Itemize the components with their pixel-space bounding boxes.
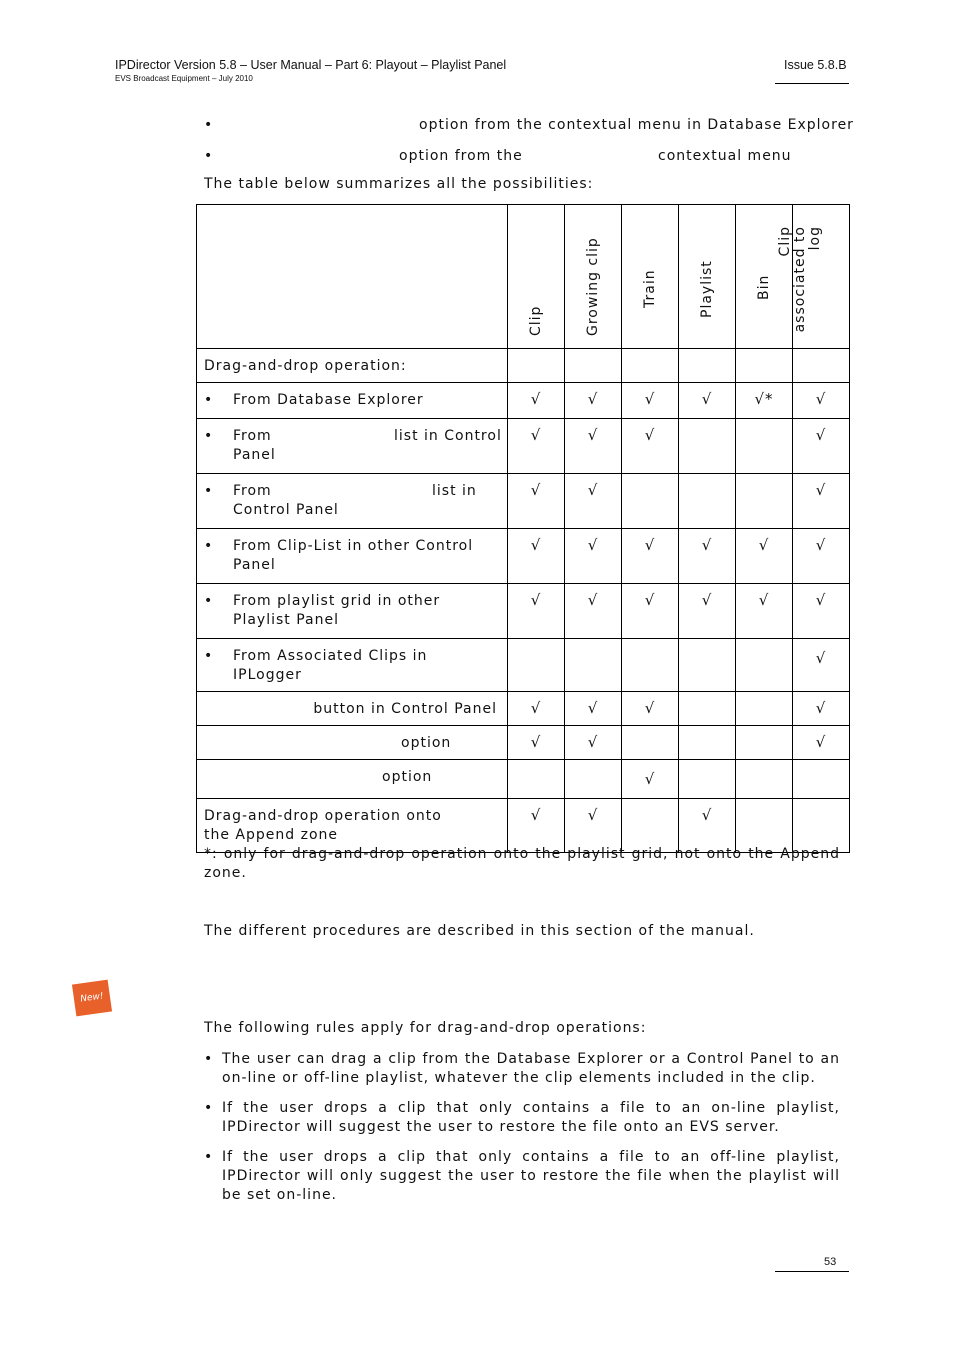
cell	[679, 692, 736, 726]
cell: √	[793, 474, 850, 529]
header-issue: Issue 5.8.B	[784, 58, 847, 72]
bullet-dot: •	[204, 593, 214, 609]
header-subtitle: EVS Broadcast Equipment – July 2010	[115, 74, 253, 83]
cell	[622, 474, 679, 529]
cell: √	[679, 383, 736, 419]
bullet-dot: •	[204, 428, 214, 444]
bullet-dot: •	[204, 648, 214, 664]
table-row	[197, 584, 850, 639]
cell: √	[565, 383, 622, 419]
row-label	[233, 482, 501, 520]
bullet-dot: •	[204, 392, 214, 408]
rule-text: If the user drops a clip that only contains a file to an off-line playlist, IPDirector will only suggest the user to restore the file when the playlist will be set on-line.	[222, 1149, 840, 1203]
row-label: option	[197, 726, 508, 760]
cell: √	[508, 692, 565, 726]
row-label: From Associated Clips in IPLogger	[233, 648, 428, 683]
cell: √	[508, 584, 565, 639]
intro-bullet-2-text-a: option from the	[399, 148, 523, 164]
row-label: From Clip-List in other Control Panel	[233, 538, 474, 573]
col-header-clip: Clip	[508, 205, 565, 349]
row-label-a: From	[233, 428, 272, 444]
cell: √	[508, 419, 565, 474]
page-number: 53	[824, 1256, 837, 1268]
cell: √	[508, 383, 565, 419]
cell	[508, 349, 565, 383]
cell	[622, 639, 679, 692]
bullet-dot: •	[204, 538, 214, 554]
table-corner-cell	[197, 205, 508, 349]
cell	[679, 639, 736, 692]
col-header-clip-associated-to-log: Clip associated to log	[793, 205, 850, 349]
cell: √	[565, 474, 622, 529]
cell	[622, 726, 679, 760]
row-label-b-line2: Panel	[233, 447, 276, 463]
cell: √	[565, 419, 622, 474]
cell	[736, 692, 793, 726]
table-row	[197, 383, 850, 419]
table-row	[197, 529, 850, 584]
cell: √	[565, 529, 622, 584]
row-label	[233, 427, 501, 465]
new-badge-icon: New!	[72, 980, 112, 1017]
intro-bullet-1-dot: •	[204, 117, 214, 133]
col-header-bin: Bin	[736, 205, 793, 349]
table-row	[197, 639, 850, 692]
cell	[508, 639, 565, 692]
possibilities-table	[196, 204, 850, 853]
cell: √	[793, 383, 850, 419]
cell	[679, 474, 736, 529]
row-label: button in Control Panel	[197, 692, 508, 726]
cell	[736, 639, 793, 692]
cell	[736, 419, 793, 474]
cell: √*	[736, 383, 793, 419]
bullet-dot: •	[204, 1149, 214, 1165]
cell	[565, 760, 622, 799]
cell: √	[793, 692, 850, 726]
row-label-a: From	[233, 483, 272, 499]
cell	[736, 474, 793, 529]
cell	[736, 349, 793, 383]
table-row	[197, 692, 850, 726]
cell: √	[508, 726, 565, 760]
intro-bullet-1-text: option from the contextual menu in Database Explorer	[419, 117, 854, 133]
intro-bullet-2-dot: •	[204, 148, 214, 164]
cell: √	[508, 799, 565, 853]
col-header-growing-clip: Growing clip	[565, 205, 622, 349]
row-label: Drag-and-drop operation:	[197, 349, 508, 383]
cell	[679, 760, 736, 799]
cell: √	[565, 692, 622, 726]
cell: √	[622, 383, 679, 419]
cell: √	[508, 529, 565, 584]
header-divider	[775, 83, 849, 84]
list-item	[204, 1148, 840, 1205]
cell: √	[622, 692, 679, 726]
cell: √	[793, 726, 850, 760]
cell: √	[793, 419, 850, 474]
col-header-train: Train	[622, 205, 679, 349]
cell: √	[622, 529, 679, 584]
cell: √	[679, 584, 736, 639]
cell: √	[679, 799, 736, 853]
row-label-b-line2: Control Panel	[233, 502, 339, 518]
table-row	[197, 349, 850, 383]
cell: √	[622, 419, 679, 474]
rule-text: The user can drag a clip from the Database Explorer or a Control Panel to an on-line or off-line playlist, whatever the clip elements included in the clip.	[222, 1051, 840, 1086]
table-footnote: *: only for drag-and-drop operation onto the playlist grid, not onto the Append zone.	[204, 846, 840, 881]
cell	[679, 419, 736, 474]
table-row	[197, 726, 850, 760]
cell: √	[679, 529, 736, 584]
bullet-dot: •	[204, 1100, 214, 1116]
table-row	[197, 760, 850, 799]
list-item	[204, 1099, 840, 1137]
cell	[793, 760, 850, 799]
cell	[736, 726, 793, 760]
col-header-playlist: Playlist	[679, 205, 736, 349]
list-item	[204, 1050, 840, 1088]
cell	[622, 349, 679, 383]
cell: √	[736, 584, 793, 639]
cell: √	[622, 760, 679, 799]
cell	[508, 760, 565, 799]
cell	[679, 349, 736, 383]
cell	[565, 639, 622, 692]
cell: √	[793, 529, 850, 584]
cell	[736, 760, 793, 799]
cell: √	[793, 584, 850, 639]
cell: √	[736, 529, 793, 584]
row-label: From Database Explorer	[233, 392, 424, 408]
cell: √	[565, 584, 622, 639]
cell: √	[565, 726, 622, 760]
procedures-text: The different procedures are described in this section of the manual.	[204, 923, 755, 939]
cell: √	[508, 474, 565, 529]
table-row	[197, 474, 850, 529]
cell	[679, 726, 736, 760]
row-label: option	[197, 760, 508, 799]
table-row	[197, 419, 850, 474]
intro-bullet-2-text-b: contextual menu	[658, 148, 792, 164]
table-intro: The table below summarizes all the possibilities:	[204, 176, 594, 192]
cell	[565, 349, 622, 383]
row-label-b-line1: list in Control	[394, 428, 502, 444]
cell: √	[565, 799, 622, 853]
rule-text: If the user drops a clip that only contains a file to an on-line playlist, IPDirector will suggest the user to restore the file onto an EVS server.	[222, 1100, 840, 1135]
cell: √	[793, 639, 850, 692]
table-header-row	[197, 205, 850, 349]
cell	[793, 349, 850, 383]
rules-intro: The following rules apply for drag-and-drop operations:	[204, 1020, 647, 1036]
row-label: From playlist grid in other Playlist Panel	[233, 593, 441, 628]
rules-list	[204, 1050, 840, 1216]
cell: √	[622, 584, 679, 639]
row-label: Drag-and-drop operation onto the Append zone	[197, 799, 508, 853]
footer-divider	[775, 1271, 849, 1272]
header-title: IPDirector Version 5.8 – User Manual – Part 6: Playout – Playlist Panel	[115, 58, 507, 72]
bullet-dot: •	[204, 483, 214, 499]
bullet-dot: •	[204, 1051, 214, 1067]
row-label-b-line1: list in	[432, 483, 477, 499]
